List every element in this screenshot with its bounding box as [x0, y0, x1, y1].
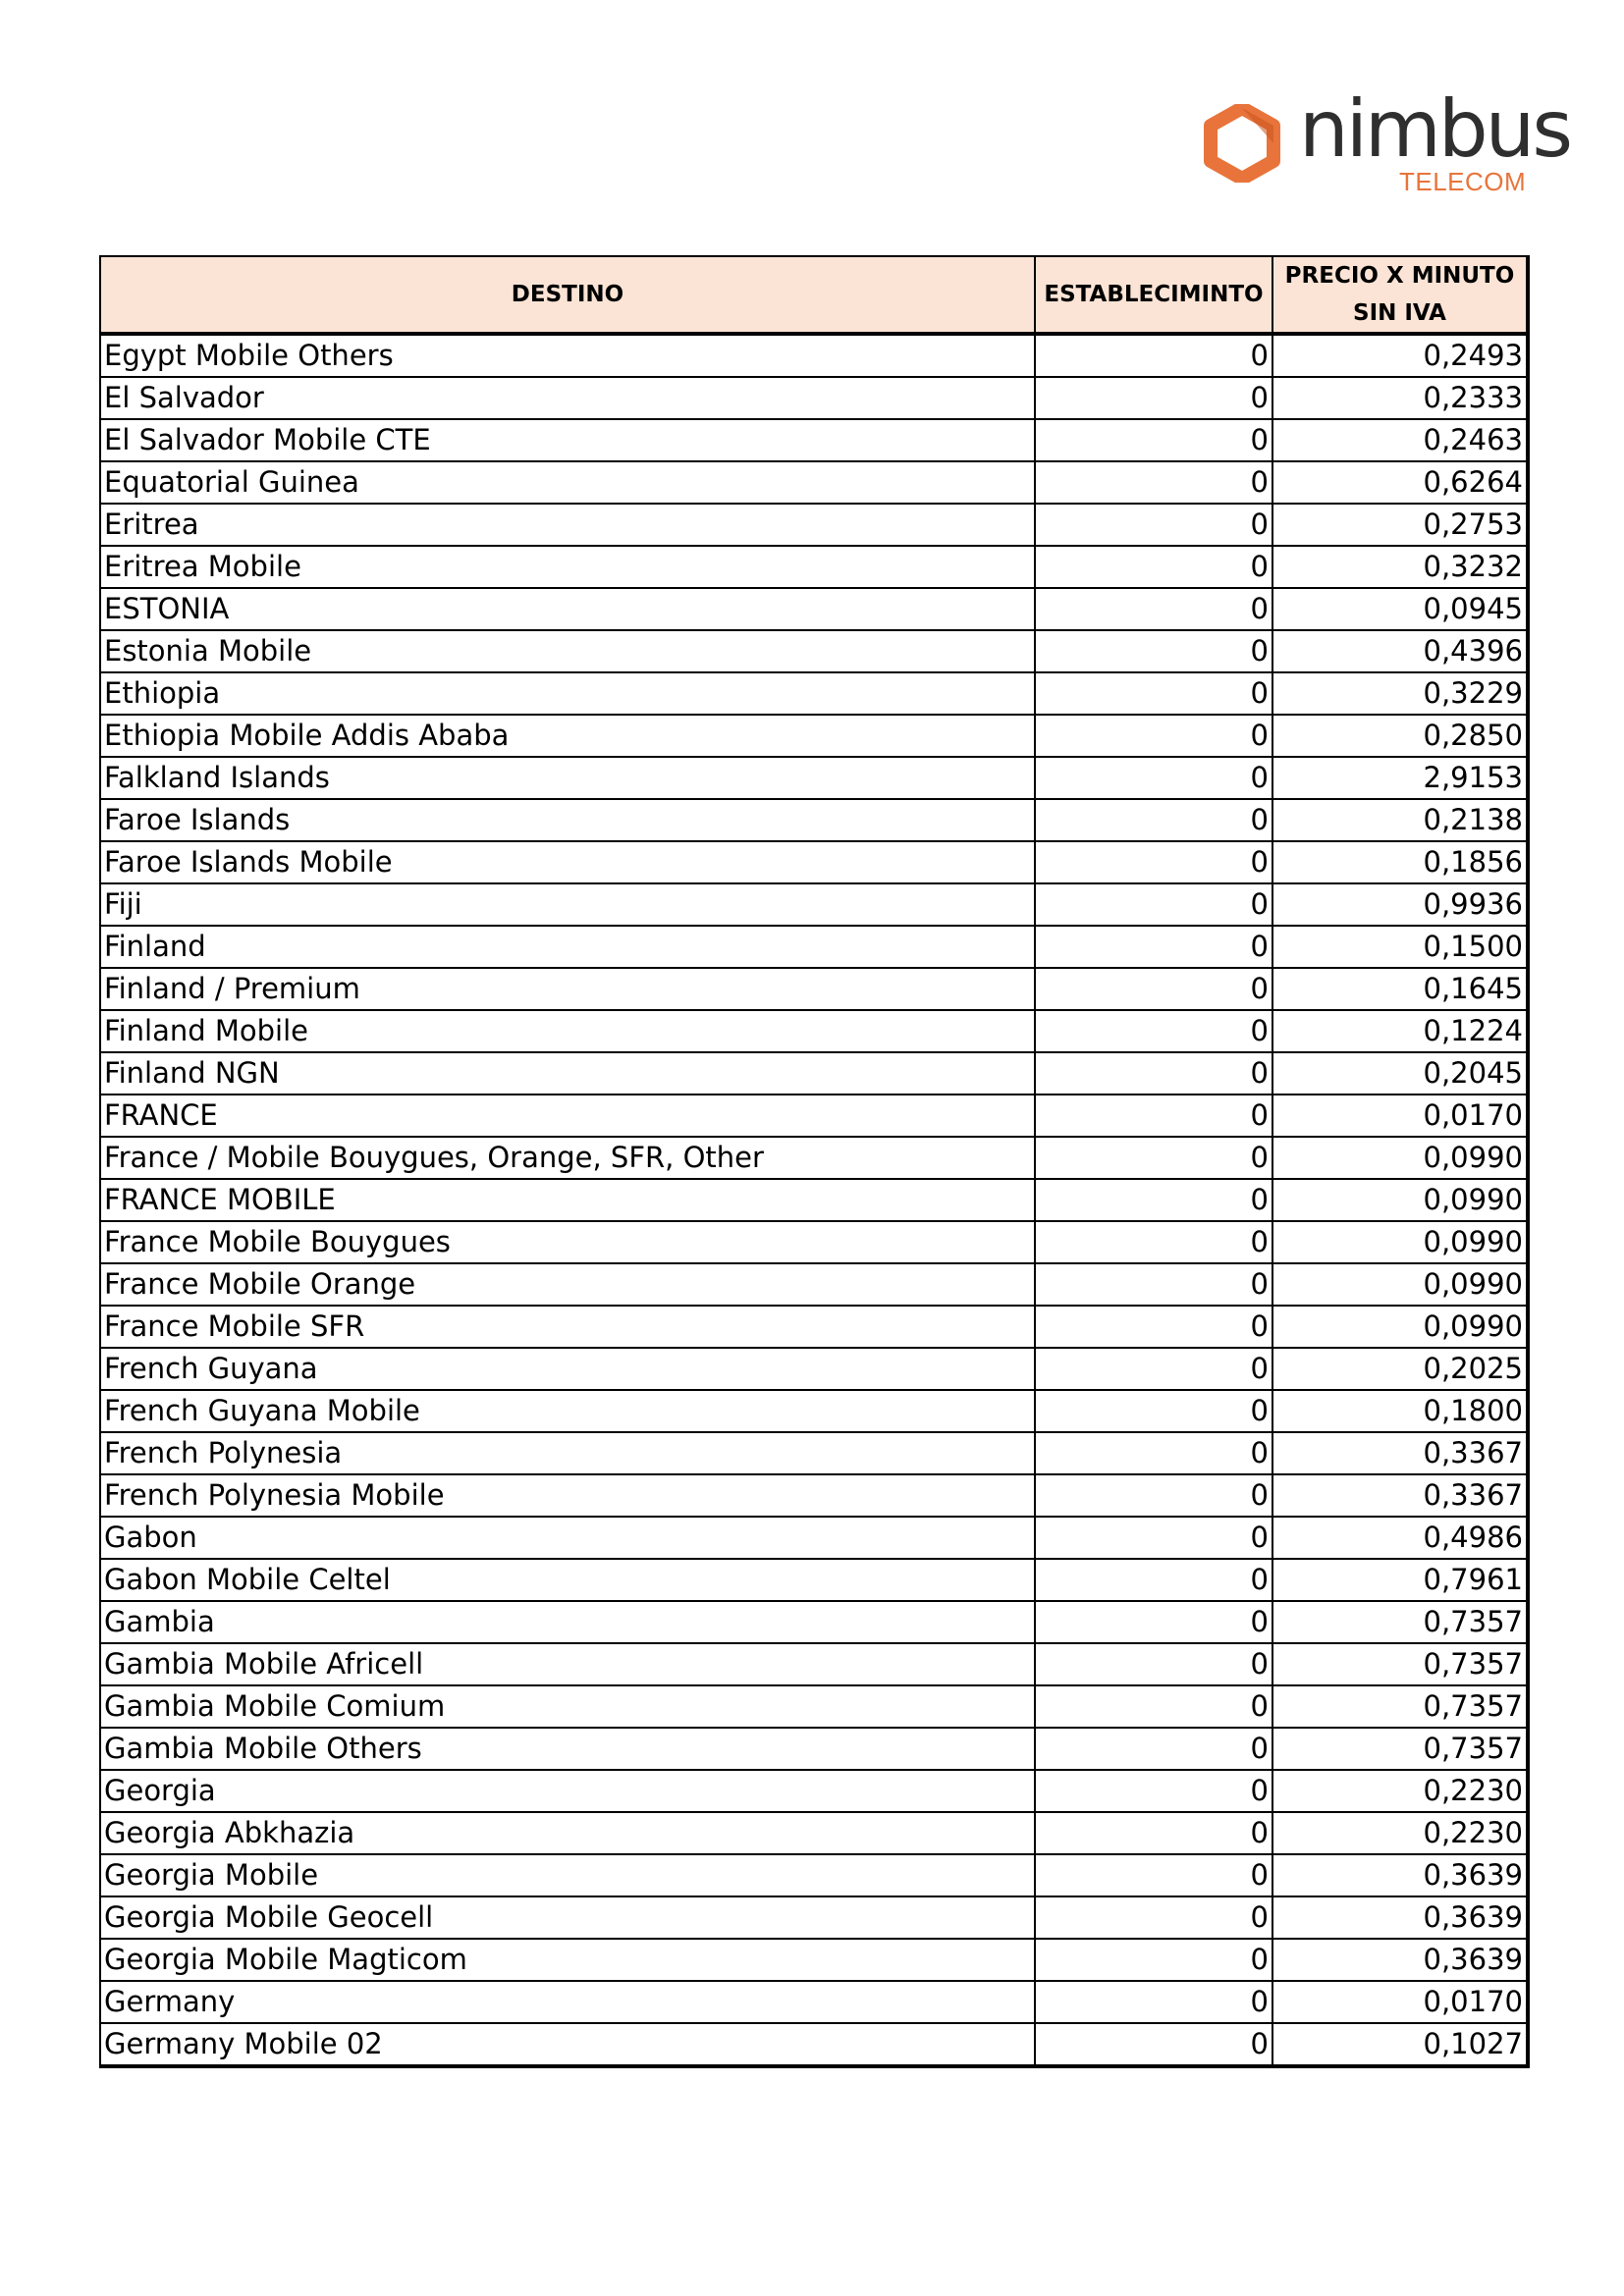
cell-precio: 0,2230	[1272, 1812, 1528, 1854]
cell-establecimiento: 0	[1035, 1263, 1272, 1306]
table-row	[100, 841, 1528, 883]
cell-precio: 0,3639	[1272, 1939, 1528, 1981]
cell-establecimiento: 0	[1035, 630, 1272, 672]
cell-destino: FRANCE	[100, 1095, 1035, 1137]
brand-name: nimbus	[1299, 83, 1571, 175]
cell-destino: Faroe Islands Mobile	[100, 841, 1035, 883]
cell-establecimiento: 0	[1035, 672, 1272, 715]
cell-destino: Georgia Mobile	[100, 1854, 1035, 1896]
table-row	[100, 1643, 1528, 1685]
cell-establecimiento: 0	[1035, 1179, 1272, 1221]
cell-precio: 0,2045	[1272, 1052, 1528, 1095]
cell-destino: Eritrea	[100, 504, 1035, 546]
cell-destino: France Mobile Bouygues	[100, 1221, 1035, 1263]
cell-establecimiento: 0	[1035, 799, 1272, 841]
cell-establecimiento: 0	[1035, 841, 1272, 883]
cell-precio: 0,1027	[1272, 2023, 1528, 2066]
cell-establecimiento: 0	[1035, 1939, 1272, 1981]
cell-destino: FRANCE MOBILE	[100, 1179, 1035, 1221]
cell-establecimiento: 0	[1035, 1517, 1272, 1559]
cell-destino: Finland / Premium	[100, 968, 1035, 1010]
table-row	[100, 883, 1528, 926]
cell-destino: Finland NGN	[100, 1052, 1035, 1095]
table-row	[100, 1010, 1528, 1052]
cell-destino: Georgia Mobile Magticom	[100, 1939, 1035, 1981]
cell-establecimiento: 0	[1035, 1854, 1272, 1896]
cell-precio: 0,0170	[1272, 1981, 1528, 2023]
cell-precio: 0,2463	[1272, 419, 1528, 461]
cell-destino: Gambia	[100, 1601, 1035, 1643]
cell-precio: 0,1500	[1272, 926, 1528, 968]
header-destino: DESTINO	[100, 256, 1035, 334]
cell-establecimiento: 0	[1035, 588, 1272, 630]
cell-establecimiento: 0	[1035, 1981, 1272, 2023]
cell-destino: Ethiopia Mobile Addis Ababa	[100, 715, 1035, 757]
cell-destino: Gambia Mobile Africell	[100, 1643, 1035, 1685]
cell-precio: 0,3367	[1272, 1474, 1528, 1517]
table-row	[100, 546, 1528, 588]
cell-establecimiento: 0	[1035, 377, 1272, 419]
cell-destino: Equatorial Guinea	[100, 461, 1035, 504]
table-row	[100, 968, 1528, 1010]
table-row	[100, 461, 1528, 504]
cell-establecimiento: 0	[1035, 1221, 1272, 1263]
cell-establecimiento: 0	[1035, 1685, 1272, 1728]
cell-destino: France Mobile Orange	[100, 1263, 1035, 1306]
cell-establecimiento: 0	[1035, 1010, 1272, 1052]
cell-establecimiento: 0	[1035, 1601, 1272, 1643]
cell-establecimiento: 0	[1035, 1306, 1272, 1348]
cell-precio: 0,2753	[1272, 504, 1528, 546]
table-row	[100, 1812, 1528, 1854]
cell-precio: 0,2138	[1272, 799, 1528, 841]
cell-establecimiento: 0	[1035, 1390, 1272, 1432]
table-row	[100, 1981, 1528, 2023]
cell-destino: French Guyana Mobile	[100, 1390, 1035, 1432]
table-row	[100, 1137, 1528, 1179]
cell-destino: Faroe Islands	[100, 799, 1035, 841]
cell-destino: France / Mobile Bouygues, Orange, SFR, Other	[100, 1137, 1035, 1179]
cell-destino: El Salvador	[100, 377, 1035, 419]
cell-destino: Gabon	[100, 1517, 1035, 1559]
cell-establecimiento: 0	[1035, 968, 1272, 1010]
cell-establecimiento: 0	[1035, 883, 1272, 926]
cell-precio: 0,0990	[1272, 1263, 1528, 1306]
cell-establecimiento: 0	[1035, 1432, 1272, 1474]
cell-precio: 0,3367	[1272, 1432, 1528, 1474]
hexagon-logo-icon	[1203, 104, 1281, 183]
cell-establecimiento: 0	[1035, 1052, 1272, 1095]
brand-subtitle: TELECOM	[1399, 167, 1527, 196]
table-row	[100, 504, 1528, 546]
cell-precio: 0,6264	[1272, 461, 1528, 504]
table-row	[100, 1390, 1528, 1432]
cell-destino: El Salvador Mobile CTE	[100, 419, 1035, 461]
cell-destino: Georgia Abkhazia	[100, 1812, 1035, 1854]
table-row	[100, 1095, 1528, 1137]
table-row	[100, 1601, 1528, 1643]
cell-establecimiento: 0	[1035, 1643, 1272, 1685]
cell-establecimiento: 0	[1035, 461, 1272, 504]
table-row	[100, 715, 1528, 757]
cell-destino: Fiji	[100, 883, 1035, 926]
cell-precio: 0,1856	[1272, 841, 1528, 883]
cell-precio: 0,0945	[1272, 588, 1528, 630]
cell-establecimiento: 0	[1035, 1896, 1272, 1939]
cell-establecimiento: 0	[1035, 1348, 1272, 1390]
cell-precio: 0,2230	[1272, 1770, 1528, 1812]
cell-destino: Finland	[100, 926, 1035, 968]
cell-destino: French Guyana	[100, 1348, 1035, 1390]
table-row	[100, 1685, 1528, 1728]
table-row	[100, 1939, 1528, 1981]
cell-establecimiento: 0	[1035, 1474, 1272, 1517]
table-row	[100, 1896, 1528, 1939]
table-row	[100, 377, 1528, 419]
cell-precio: 0,0990	[1272, 1306, 1528, 1348]
cell-precio: 0,2493	[1272, 334, 1528, 377]
cell-precio: 0,4396	[1272, 630, 1528, 672]
cell-precio: 0,7357	[1272, 1601, 1528, 1643]
cell-destino: Ethiopia	[100, 672, 1035, 715]
cell-precio: 0,7357	[1272, 1728, 1528, 1770]
cell-precio: 0,0990	[1272, 1221, 1528, 1263]
cell-establecimiento: 0	[1035, 1095, 1272, 1137]
cell-establecimiento: 0	[1035, 334, 1272, 377]
table-row	[100, 1854, 1528, 1896]
cell-precio: 0,3229	[1272, 672, 1528, 715]
table-row	[100, 630, 1528, 672]
cell-destino: Estonia Mobile	[100, 630, 1035, 672]
cell-establecimiento: 0	[1035, 546, 1272, 588]
cell-establecimiento: 0	[1035, 926, 1272, 968]
cell-destino: Germany Mobile 02	[100, 2023, 1035, 2066]
cell-establecimiento: 0	[1035, 2023, 1272, 2066]
table-row	[100, 757, 1528, 799]
table-header-row	[100, 256, 1528, 334]
table-row	[100, 672, 1528, 715]
table-row	[100, 419, 1528, 461]
cell-establecimiento: 0	[1035, 1728, 1272, 1770]
table-row	[100, 1770, 1528, 1812]
cell-precio: 0,3639	[1272, 1854, 1528, 1896]
cell-establecimiento: 0	[1035, 419, 1272, 461]
cell-precio: 0,7357	[1272, 1643, 1528, 1685]
header-precio-line1: PRECIO X MINUTO	[1284, 263, 1515, 289]
cell-precio: 0,2025	[1272, 1348, 1528, 1390]
header-establecimiento: ESTABLECIMINTO	[1035, 256, 1272, 334]
cell-establecimiento: 0	[1035, 1770, 1272, 1812]
cell-establecimiento: 0	[1035, 504, 1272, 546]
table-row	[100, 1348, 1528, 1390]
cell-precio: 0,7961	[1272, 1559, 1528, 1601]
table-row	[100, 1517, 1528, 1559]
cell-destino: Gabon Mobile Celtel	[100, 1559, 1035, 1601]
cell-precio: 0,2333	[1272, 377, 1528, 419]
table-row	[100, 1474, 1528, 1517]
cell-precio: 0,1645	[1272, 968, 1528, 1010]
cell-precio: 0,0990	[1272, 1137, 1528, 1179]
cell-precio: 0,1800	[1272, 1390, 1528, 1432]
cell-precio: 0,1224	[1272, 1010, 1528, 1052]
cell-precio: 0,9936	[1272, 883, 1528, 926]
table-row	[100, 1263, 1528, 1306]
table-row	[100, 1559, 1528, 1601]
cell-precio: 0,7357	[1272, 1685, 1528, 1728]
cell-destino: France Mobile SFR	[100, 1306, 1035, 1348]
cell-establecimiento: 0	[1035, 1812, 1272, 1854]
table-row	[100, 334, 1528, 377]
table-row	[100, 1306, 1528, 1348]
cell-destino: Georgia Mobile Geocell	[100, 1896, 1035, 1939]
cell-precio: 2,9153	[1272, 757, 1528, 799]
table-row	[100, 1432, 1528, 1474]
header-precio-line2: SIN IVA	[1353, 300, 1446, 326]
cell-destino: Gambia Mobile Others	[100, 1728, 1035, 1770]
cell-precio: 0,0170	[1272, 1095, 1528, 1137]
table-row	[100, 1179, 1528, 1221]
cell-destino: ESTONIA	[100, 588, 1035, 630]
cell-destino: French Polynesia Mobile	[100, 1474, 1035, 1517]
table-row	[100, 2023, 1528, 2066]
cell-establecimiento: 0	[1035, 715, 1272, 757]
cell-precio: 0,4986	[1272, 1517, 1528, 1559]
cell-destino: Falkland Islands	[100, 757, 1035, 799]
cell-precio: 0,3232	[1272, 546, 1528, 588]
cell-destino: Egypt Mobile Others	[100, 334, 1035, 377]
cell-destino: Eritrea Mobile	[100, 546, 1035, 588]
table-row	[100, 1221, 1528, 1263]
table-row	[100, 1728, 1528, 1770]
table-row	[100, 1052, 1528, 1095]
cell-establecimiento: 0	[1035, 1559, 1272, 1601]
cell-destino: French Polynesia	[100, 1432, 1035, 1474]
rates-table	[99, 255, 1530, 2068]
cell-establecimiento: 0	[1035, 1137, 1272, 1179]
table-row	[100, 588, 1528, 630]
table-row	[100, 926, 1528, 968]
cell-destino: Gambia Mobile Comium	[100, 1685, 1035, 1728]
header-precio	[1272, 256, 1528, 334]
table-row	[100, 799, 1528, 841]
cell-precio: 0,3639	[1272, 1896, 1528, 1939]
cell-precio: 0,2850	[1272, 715, 1528, 757]
nimbus-telecom-logo	[1203, 83, 1571, 206]
cell-destino: Finland Mobile	[100, 1010, 1035, 1052]
cell-precio: 0,0990	[1272, 1179, 1528, 1221]
cell-establecimiento: 0	[1035, 757, 1272, 799]
cell-destino: Georgia	[100, 1770, 1035, 1812]
cell-destino: Germany	[100, 1981, 1035, 2023]
